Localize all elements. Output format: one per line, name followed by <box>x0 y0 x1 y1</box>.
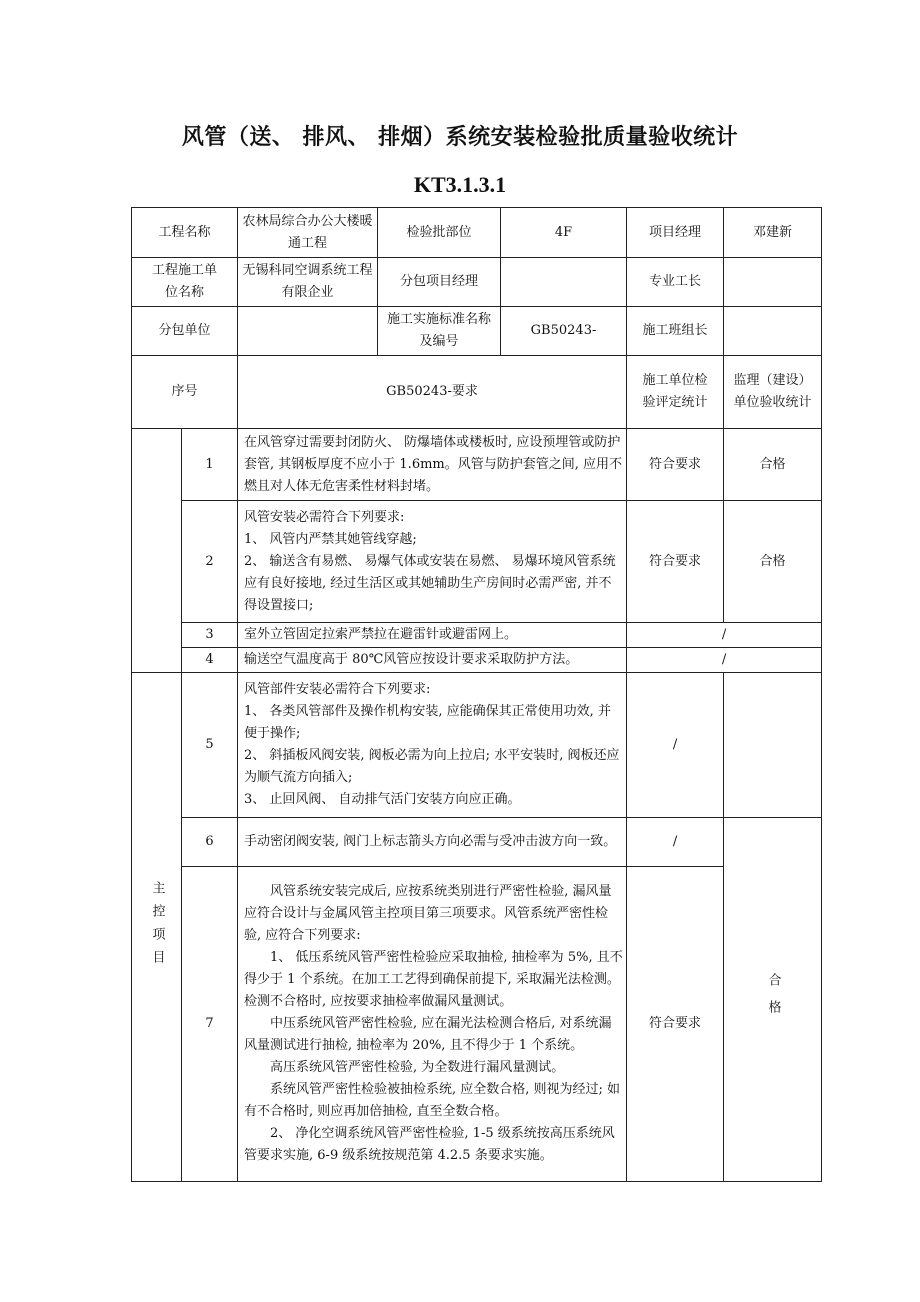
requirement-line: 室外立管固定拉索严禁拉在避雷针或避雷网上。 <box>244 627 518 642</box>
requirement-line: 1、 低压系统风管严密性检验应采取抽检, 抽检率为 5%, 且不得少于 1 个系统。在加工工艺得到确保前提下, 采取漏光法检测。检测不合格时, 应按要求抽检率做漏风量测试。 <box>244 950 623 1009</box>
row-number: 3 <box>182 623 238 648</box>
contractor-label: 工程施工单位名称 <box>132 258 238 307</box>
supervisor-eval <box>724 673 822 818</box>
table-row <box>132 867 822 1182</box>
standard-label: 施工实施标准名称及编号 <box>378 307 501 356</box>
row-number: 1 <box>182 429 238 501</box>
requirement-text <box>238 648 627 673</box>
header-row-contractor <box>132 258 822 307</box>
foreman-value <box>724 258 822 307</box>
supervisor-eval: 合格 <box>724 429 822 501</box>
contractor-eval: 符合要求 <box>627 867 724 1182</box>
team-leader-label: 施工班组长 <box>627 307 724 356</box>
standard-value: GB50243- <box>501 307 627 356</box>
batch-location-label: 检验批部位 <box>378 208 501 258</box>
requirement-text <box>238 623 627 648</box>
supervisor-eval-text: 合格 <box>765 972 781 1027</box>
requirement-text <box>238 429 627 501</box>
blank-section-cell <box>132 429 182 673</box>
contractor-eval: 符合要求 <box>627 429 724 501</box>
subcontractor-label: 分包单位 <box>132 307 238 356</box>
foreman-label: 专业工长 <box>627 258 724 307</box>
document-code: KT3.1.3.1 <box>413 172 507 197</box>
requirement-line: 中压系统风管严密性检验, 应在漏光法检测合格后, 对系统漏风量测试进行抽检, 抽检率为 20%, 且不得少于 1 个系统。 <box>244 1016 612 1053</box>
supervisor-eval <box>724 818 822 1182</box>
requirement-line: 高压系统风管严密性检验, 为全数进行漏风量测试。 <box>270 1060 565 1075</box>
contractor-eval: / <box>627 818 724 867</box>
contractor-eval: 符合要求 <box>627 501 724 623</box>
main-control-section <box>132 673 182 1182</box>
requirement-line: 系统风管严密性检验被抽检系统, 应全数合格, 则视为经过; 如有不合格时, 则应再加倍抽检, 直至全数合格。 <box>244 1082 621 1119</box>
requirement-text <box>238 818 627 867</box>
requirement-text <box>238 501 627 623</box>
supervisor-eval-header: 监理（建设）单位验收统计 <box>724 356 822 429</box>
document-title: 风管（送、 排风、 排烟）系统安装检验批质量验收统计 <box>181 125 739 150</box>
requirement-line: 手动密闭阀安装, 阀门上标志箭头方向必需与受冲击波方向一致。 <box>244 834 617 849</box>
header-row-subcontractor <box>132 307 822 356</box>
requirement-line: 风管安装必需符合下列要求: <box>244 509 405 525</box>
table-row <box>132 673 822 818</box>
requirement-line: 2、 斜插板风阀安装, 阀板必需为向上拉启; 水平安装时, 阀板还应为顺气流方向插入; <box>244 748 620 785</box>
requirement-text <box>238 867 627 1182</box>
contractor-eval-header: 施工单位检验评定统计 <box>627 356 724 429</box>
table-row <box>132 429 822 501</box>
inspection-table <box>131 207 822 1182</box>
requirement-text <box>238 673 627 818</box>
sub-pm-label: 分包项目经理 <box>378 258 501 307</box>
table-row <box>132 501 822 623</box>
table-row <box>132 648 822 673</box>
seq-header: 序号 <box>132 356 238 429</box>
requirement-line: 风管系统安装完成后, 应按系统类别进行严密性检验, 漏风量应符合设计与金属风管主控项目第三项要求。风管系统严密性检验, 应符合下列要求: <box>244 884 612 943</box>
contractor-value: 无锡科同空调系统工程有限企业 <box>238 258 378 307</box>
requirement-line: 2、 净化空调系统风管严密性检验, 1-5 级系统按高压系统风管要求实施, 6-9 级系统按规范第 4.2.5 条要求实施。 <box>244 1126 615 1163</box>
project-name-value: 农林局综合办公大楼暖通工程 <box>238 208 378 258</box>
project-manager-value: 邓建新 <box>724 208 822 258</box>
team-leader-value <box>724 307 822 356</box>
row-number: 2 <box>182 501 238 623</box>
contractor-eval: / <box>627 673 724 818</box>
requirement-line: 风管部件安装必需符合下列要求: <box>244 682 431 697</box>
requirement-line: 3、 止回风阀、 自动排气活门安装方向应正确。 <box>244 792 521 807</box>
main-control-label: 主控项目 <box>149 881 165 973</box>
project-name-label: 工程名称 <box>132 208 238 258</box>
row-number: 5 <box>182 673 238 818</box>
batch-location-value: 4F <box>501 208 627 258</box>
row-number: 6 <box>182 818 238 867</box>
combined-eval: / <box>627 623 822 648</box>
project-manager-label: 项目经理 <box>627 208 724 258</box>
requirement-line: 在风管穿过需要封闭防火、 防爆墙体或楼板时, 应设预埋管或防护套管, 其钢板厚度不应小于 1.6mm。风管与防护套管之间, 应用不燃且对人体无危害柔性材料封堵。 <box>244 434 623 494</box>
combined-eval: / <box>627 648 822 673</box>
requirement-line: 输送空气温度高于 80℃风管应按设计要求采取防护方法。 <box>244 652 579 667</box>
requirement-line: 2、 输送含有易燃、 易爆气体或安装在易燃、 易爆环境风管系统应有良好接地, 经过生活区或其她辅助生产房间时必需严密, 并不得设置接口; <box>244 553 616 613</box>
header-row-project <box>132 208 822 258</box>
row-number: 4 <box>182 648 238 673</box>
column-header-row <box>132 356 822 429</box>
supervisor-eval: 合格 <box>724 501 822 623</box>
requirement-line: 1、 各类风管部件及操作机构安装, 应能确保其正常使用功效, 并便于操作; <box>244 704 611 741</box>
requirement-line: 1、 风管内严禁其她管线穿越; <box>244 531 417 547</box>
row-number: 7 <box>182 867 238 1182</box>
subcontractor-value <box>238 307 378 356</box>
sub-pm-value <box>501 258 627 307</box>
table-row <box>132 818 822 867</box>
requirement-header: GB50243-要求 <box>238 356 627 429</box>
table-row <box>132 623 822 648</box>
